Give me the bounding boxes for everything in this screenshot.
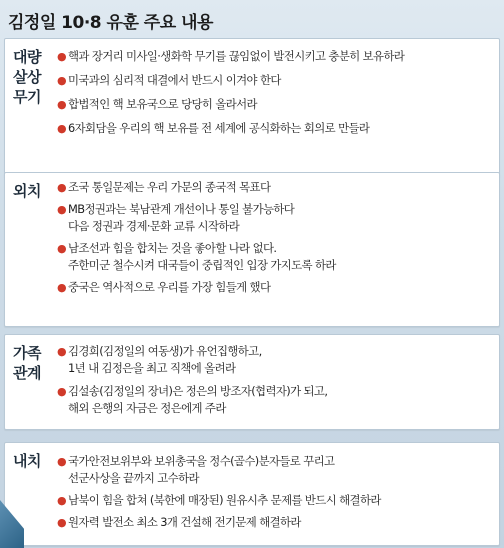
category-line: 관계: [13, 364, 41, 382]
list-item: [57, 514, 495, 531]
item-line: 해외 은행의 자금은 정은에게 주라: [68, 401, 226, 415]
category-line: 가족: [13, 344, 41, 362]
item-line: 1년 내 김정은을 최고 직책에 올려라: [68, 361, 236, 375]
item-line: 합법적인 핵 보유국으로 당당히 올라서라: [68, 97, 257, 111]
item-line: 남조선과 힘을 합치는 것을 좋아할 나라 없다.: [68, 241, 277, 255]
item-line: 김경희(김정일의 여동생)가 유언집행하고,: [68, 344, 262, 358]
item-line: 6자회담을 우리의 핵 보유를 전 세계에 공식화하는 회의로 만들라: [68, 121, 370, 135]
list-item: [57, 120, 495, 137]
list-item: [57, 492, 495, 509]
item-line: 미국과의 심리적 대결에서 반드시 이겨야 한다: [68, 73, 281, 87]
category-line: 내치: [13, 452, 41, 470]
item-line: 김설송(김정일의 장녀)은 정은의 방조자(협력자)가 되고,: [68, 384, 328, 398]
category-label: [13, 343, 53, 383]
category-label: [13, 47, 53, 107]
bullet-icon: ●: [57, 242, 66, 255]
category-line: 살상: [13, 68, 41, 86]
item-line: 선군사상을 끝까지 고수하라: [68, 471, 199, 485]
list-item: [57, 48, 495, 65]
item-line: MB정권과는 북남관계 개선이나 통일 불가능하다: [68, 202, 295, 216]
list-item: [57, 179, 495, 196]
bullet-icon: ●: [57, 516, 66, 529]
bullet-icon: ●: [57, 281, 66, 294]
list-item: [57, 343, 495, 377]
category-line: 외치: [13, 182, 41, 200]
list-item: [57, 279, 495, 296]
bullet-icon: ●: [57, 455, 66, 468]
bullet-icon: ●: [57, 50, 66, 63]
item-list: [57, 453, 495, 531]
category-line: 대량: [13, 48, 41, 66]
item-list: [57, 179, 495, 296]
item-line: 남북이 힘을 합쳐 (북한에 매장된) 원유시추 문제를 반드시 해결하라: [68, 493, 381, 507]
item-line: 원자력 발전소 최소 3개 건설해 전기문제 해결하라: [68, 515, 301, 529]
item-line: 조국 통일문제는 우리 가문의 종국적 목표다: [68, 180, 271, 194]
list-item: [57, 240, 495, 274]
item-line: 국가안전보위부와 보위총국을 정수(골수)분자들로 꾸리고: [68, 454, 335, 468]
section-family-relations: [4, 334, 500, 430]
bullet-icon: ●: [57, 494, 66, 507]
bullet-icon: ●: [57, 385, 66, 398]
list-item: [57, 96, 495, 113]
list-item: [57, 383, 495, 417]
list-item: [57, 453, 495, 487]
list-item: [57, 201, 495, 235]
category-label: [13, 181, 53, 201]
list-item: [57, 72, 495, 89]
bullet-icon: ●: [57, 345, 66, 358]
bullet-icon: ●: [57, 181, 66, 194]
bullet-icon: ●: [57, 74, 66, 87]
item-list: [57, 48, 495, 137]
item-line: 주한미군 철수시켜 대국들이 중립적인 입장 가지도록 하라: [68, 258, 336, 272]
section-wmd: [4, 38, 500, 178]
section-foreign-affairs: [4, 172, 500, 327]
section-domestic-affairs: [4, 442, 500, 546]
page-title: 김정일 10·8 유훈 주요 내용: [8, 13, 213, 33]
item-list: [57, 343, 495, 417]
item-line: 핵과 장거리 미사일·생화학 무기를 끊임없이 발전시키고 충분히 보유하라: [68, 49, 405, 63]
category-label: [13, 451, 53, 471]
bullet-icon: ●: [57, 203, 66, 216]
bullet-icon: ●: [57, 98, 66, 111]
item-line: 중국은 역사적으로 우리를 가장 힘들게 했다: [68, 280, 271, 294]
category-line: 무기: [13, 88, 41, 106]
bullet-icon: ●: [57, 122, 66, 135]
item-line: 다음 정권과 경제·문화 교류 시작하라: [68, 219, 240, 233]
